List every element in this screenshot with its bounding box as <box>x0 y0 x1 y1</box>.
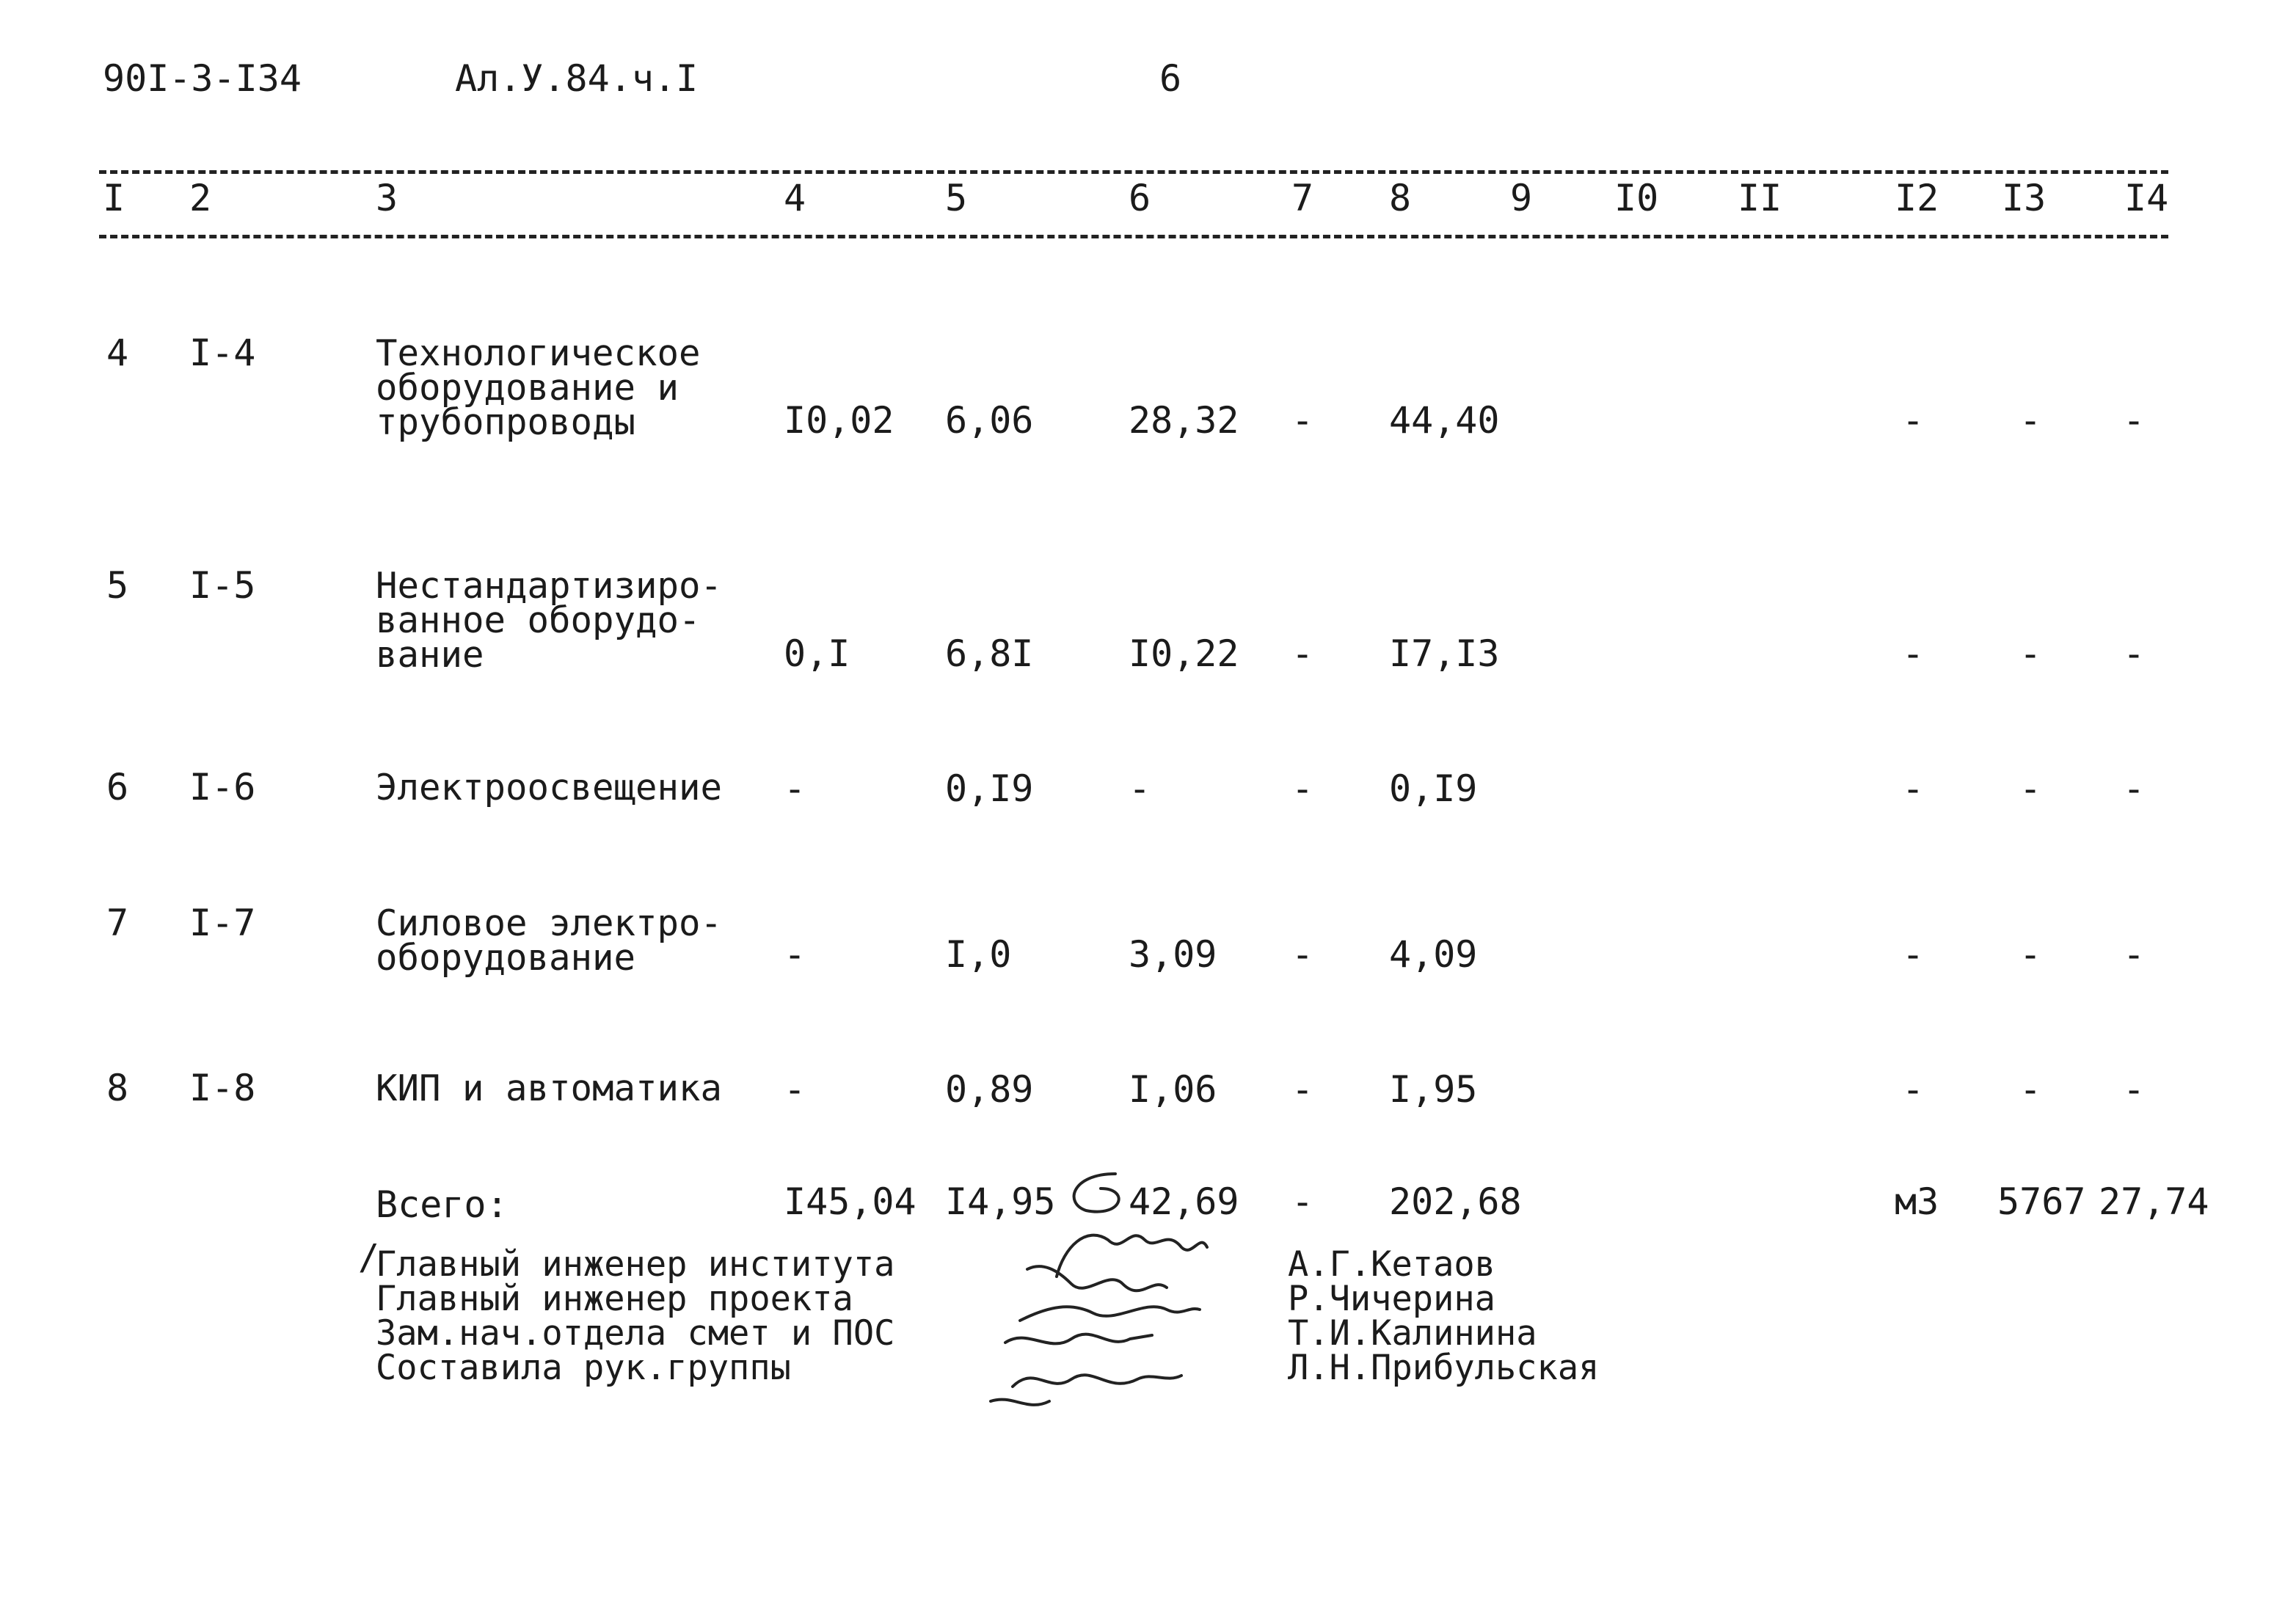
row-code: I-6 <box>189 766 256 808</box>
column-header-13: I3 <box>2002 177 2047 219</box>
description-line: Технологическое <box>376 332 701 374</box>
cell-c4: I0,02 <box>784 399 894 442</box>
handwritten-signatures <box>947 1159 1225 1423</box>
cell-c14: - <box>2123 399 2146 442</box>
cell-c13: - <box>2019 767 2042 810</box>
total-col-8: 202,68 <box>1389 1180 1522 1223</box>
cell-c13: - <box>2019 632 2042 675</box>
cell-c7: - <box>1291 632 1314 675</box>
name-4: Л.Н.Прибульская <box>1288 1348 1600 1388</box>
cell-c6: 28,32 <box>1129 399 1239 442</box>
position-4: Составила рук.группы <box>376 1348 791 1388</box>
cell-c12: - <box>1902 1068 1925 1111</box>
column-header-11: II <box>1738 177 1782 219</box>
cell-c12: - <box>1902 767 1925 810</box>
cell-c13: - <box>2019 399 2042 442</box>
cell-c14: - <box>2123 632 2146 675</box>
column-header-8: 8 <box>1389 177 1412 219</box>
cell-c5: 6,8I <box>945 632 1034 675</box>
cell-c4: - <box>784 767 806 810</box>
cell-c6: - <box>1129 767 1151 810</box>
column-header-1: I <box>103 177 125 219</box>
column-header-6: 6 <box>1129 177 1151 219</box>
cell-c8: I,95 <box>1389 1068 1478 1111</box>
cell-c8: I7,I3 <box>1389 632 1500 675</box>
column-header-12: I2 <box>1895 177 1939 219</box>
position-3: Зам.нач.отдела смет и ПОС <box>376 1313 895 1354</box>
cell-c5: I,0 <box>945 933 1012 976</box>
cell-c4: 0,I <box>784 632 850 675</box>
row-number: 8 <box>106 1067 129 1109</box>
header-top-rule <box>99 170 2168 174</box>
total-label: Всего: <box>376 1183 509 1226</box>
description-line: трубопроводы <box>376 401 636 443</box>
name-3: Т.И.Калинина <box>1288 1313 1537 1354</box>
description-line: Силовое электро- <box>376 902 723 944</box>
cell-c4: - <box>784 1068 806 1111</box>
cell-c4: - <box>784 933 806 976</box>
row-number: 6 <box>106 766 129 808</box>
cell-c7: - <box>1291 933 1314 976</box>
position-1: Главный инженер института <box>376 1244 895 1285</box>
description-line: оборудование и <box>376 367 679 409</box>
row-description <box>376 1067 723 1109</box>
cell-c5: 0,I9 <box>945 767 1034 810</box>
row-description <box>376 902 723 979</box>
cell-c14: - <box>2123 767 2146 810</box>
cell-c14: - <box>2123 1068 2146 1111</box>
row-description <box>376 767 723 808</box>
description-line: КИП и автоматика <box>376 1067 723 1109</box>
cell-c12: - <box>1902 632 1925 675</box>
total-col-5: I4,95 <box>945 1180 1056 1223</box>
cell-c5: 6,06 <box>945 399 1034 442</box>
margin-tick-mark: / <box>358 1237 379 1278</box>
description-line: вание <box>376 634 484 676</box>
row-description <box>376 332 701 443</box>
cell-c13: - <box>2019 933 2042 976</box>
cell-c6: I0,22 <box>1129 632 1239 675</box>
signatory-positions <box>376 1244 895 1388</box>
cell-c7: - <box>1291 399 1314 442</box>
cell-c13: - <box>2019 1068 2042 1111</box>
row-code: I-5 <box>189 564 256 607</box>
column-header-5: 5 <box>945 177 968 219</box>
total-col-6: 42,69 <box>1129 1180 1239 1223</box>
description-line: Нестандартизиро- <box>376 565 723 607</box>
cell-c8: 44,40 <box>1389 399 1500 442</box>
column-header-9: 9 <box>1510 177 1533 219</box>
cell-c14: - <box>2123 933 2146 976</box>
total-col-13: 5767 <box>1997 1180 2086 1223</box>
column-header-14: I4 <box>2124 177 2169 219</box>
row-code: I-8 <box>189 1067 256 1109</box>
total-col-12: м3 <box>1895 1180 1939 1223</box>
name-2: Р.Чичерина <box>1288 1279 1495 1319</box>
cell-c6: 3,09 <box>1129 933 1217 976</box>
row-code: I-7 <box>189 902 256 944</box>
cell-c12: - <box>1902 399 1925 442</box>
column-header-3: 3 <box>376 177 398 219</box>
cell-c7: - <box>1291 767 1314 810</box>
column-header-10: I0 <box>1614 177 1659 219</box>
row-code: I-4 <box>189 332 256 374</box>
description-line: Электроосвещение <box>376 767 723 808</box>
column-header-2: 2 <box>189 177 212 219</box>
row-number: 4 <box>106 332 129 374</box>
signatory-names <box>1288 1244 1600 1388</box>
total-col-14: 27,74 <box>2099 1180 2209 1223</box>
header-bottom-rule <box>99 235 2168 238</box>
description-line: ванное оборудо- <box>376 599 701 641</box>
document-code: 90I-3-I34 <box>103 57 302 100</box>
album-reference: Ал.У.84.ч.I <box>455 57 699 100</box>
page-number: 6 <box>1159 57 1182 100</box>
total-col-4: I45,04 <box>784 1180 916 1223</box>
column-header-4: 4 <box>784 177 806 219</box>
description-line: оборудование <box>376 937 636 979</box>
cell-c7: - <box>1291 1068 1314 1111</box>
cell-c8: 0,I9 <box>1389 767 1478 810</box>
cell-c8: 4,09 <box>1389 933 1478 976</box>
column-header-7: 7 <box>1291 177 1314 219</box>
row-number: 5 <box>106 564 129 607</box>
total-col-7: - <box>1291 1180 1314 1223</box>
name-1: А.Г.Кетаов <box>1288 1244 1495 1285</box>
row-number: 7 <box>106 902 129 944</box>
cell-c6: I,06 <box>1129 1068 1217 1111</box>
cell-c5: 0,89 <box>945 1068 1034 1111</box>
row-description <box>376 565 723 676</box>
position-2: Главный инженер проекта <box>376 1279 853 1319</box>
cell-c12: - <box>1902 933 1925 976</box>
